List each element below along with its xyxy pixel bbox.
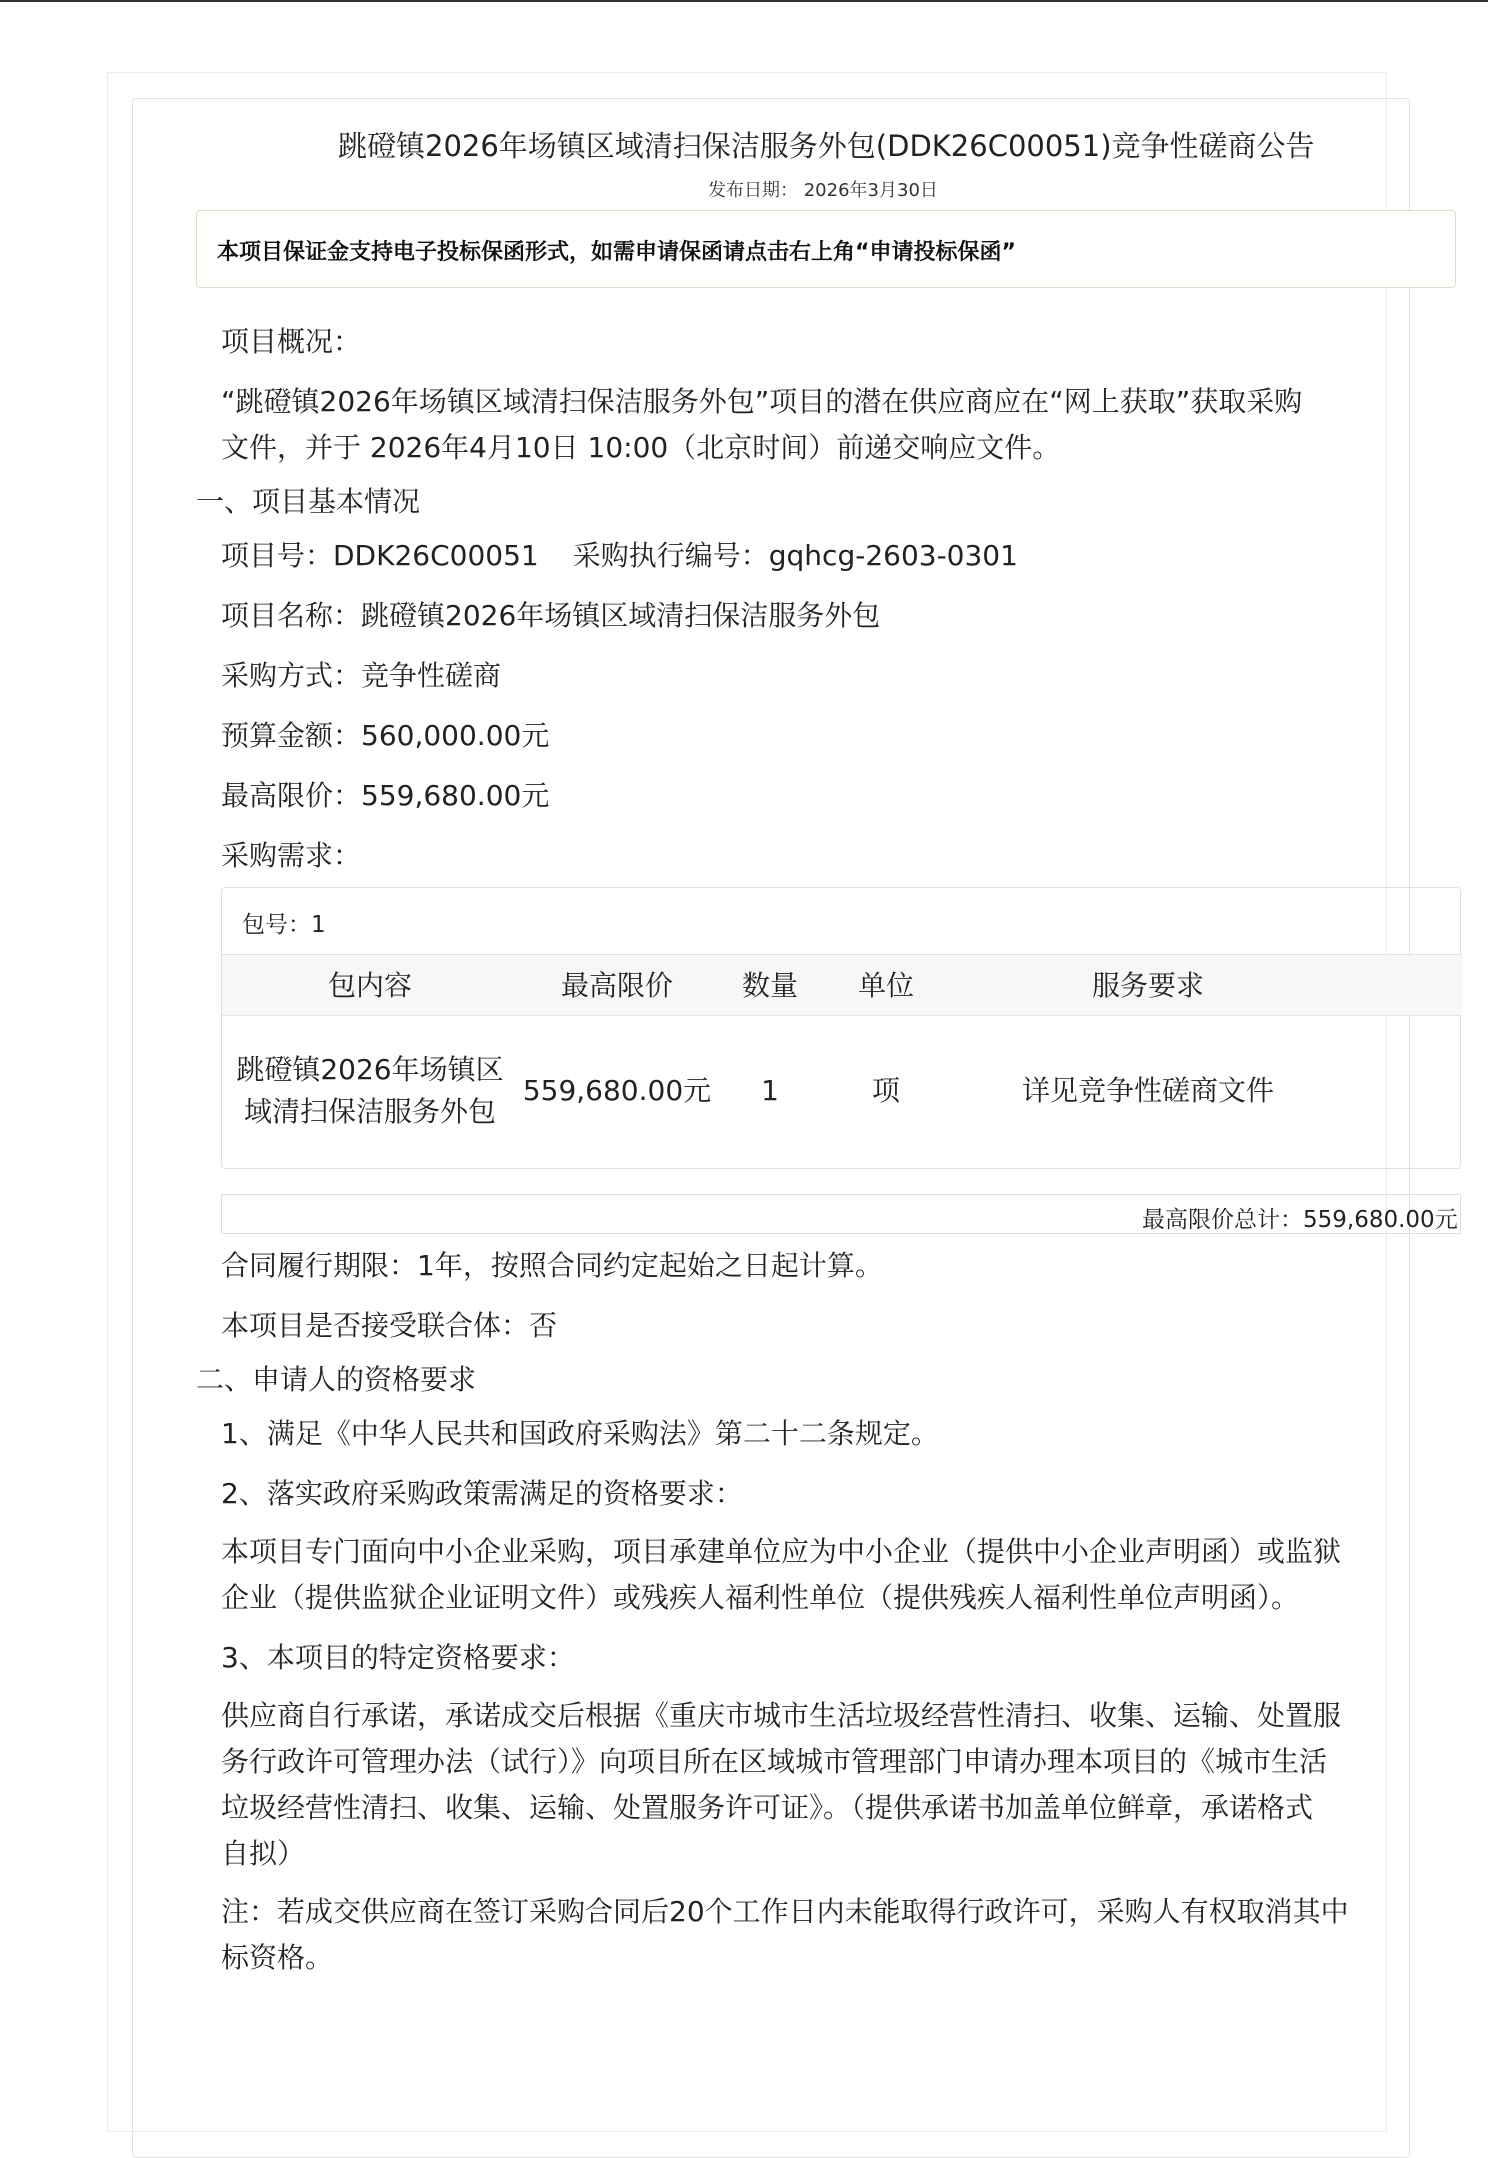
publish-date-line — [708, 176, 938, 202]
total-box — [221, 1194, 1461, 1234]
header-unit: 单位 — [857, 969, 914, 1002]
note-line-1: 注：若成交供应商在签订采购合同后20个工作日内未能取得行政许可，采购人有权取消其中 — [221, 1895, 1349, 1928]
procurement-method: 采购方式：竞争性磋商 — [221, 659, 502, 692]
package-table-header — [222, 954, 1462, 1016]
qualification-item-3-text-2: 务行政许可管理办法（试行）》向项目所在区域城市管理部门申请办理本项目的《城市生活 — [221, 1745, 1328, 1778]
qualification-item-1: 1、满足《中华人民共和国政府采购法》第二十二条规定。 — [221, 1417, 939, 1450]
cell-price — [518, 1016, 716, 1166]
cell-quantity — [716, 1016, 824, 1166]
header-quantity: 数量 — [741, 969, 798, 1002]
overview-heading: 项目概况： — [221, 325, 362, 358]
bond-notice-text: 本项目保证金支持电子投标保函形式，如需申请保函请点击右上角“申请投标保函” — [217, 240, 1016, 265]
section2-heading: 二、申请人的资格要求 — [196, 1363, 477, 1396]
project-number-text: 项目号：DDK26C00051 — [221, 539, 539, 572]
page-title: 跳磴镇2026年场镇区域清扫保洁服务外包(DDK26C00051)竞争性磋商公告 — [338, 129, 1315, 163]
execution-number-text: 采购执行编号：gqhcg-2603-0301 — [572, 539, 1018, 572]
header-service: 服务要求 — [1091, 969, 1204, 1002]
qualification-item-3-text-1: 供应商自行承诺，承诺成交后根据《重庆市城市生活垃圾经营性清扫、收集、运输、处置服 — [221, 1699, 1342, 1732]
requirement-heading: 采购需求： — [221, 839, 362, 872]
overview-line-1: “跳磴镇2026年场镇区域清扫保洁服务外包”项目的潜在供应商应在“网上获取”获取采购 — [221, 385, 1303, 418]
header-max-price: 最高限价 — [560, 969, 673, 1002]
qualification-item-2-text-1: 本项目专门面向中小企业采购，项目承建单位应为中小企业（提供中小企业声明函）或监狱 — [221, 1535, 1342, 1568]
header-content: 包内容 — [327, 969, 412, 1002]
cell-price-text: 559,680.00元 — [522, 1074, 712, 1107]
qualification-item-3-text-4: 自拟） — [221, 1837, 306, 1870]
project-name: 项目名称：跳磴镇2026年场镇区域清扫保洁服务外包 — [221, 599, 881, 632]
cell-quantity-text: 1 — [761, 1074, 779, 1107]
bond-notice-box — [196, 210, 1456, 288]
publish-date-label: 发布日期： — [708, 180, 798, 201]
qualification-item-3: 3、本项目的特定资格要求： — [221, 1641, 575, 1674]
package-table — [221, 887, 1461, 1169]
cell-unit — [824, 1016, 948, 1166]
publish-date: 2026年3月30日 — [803, 180, 938, 201]
project-number — [221, 534, 1018, 574]
overview-line-2: 文件，并于 2026年4月10日 10:00（北京时间）前递交响应文件。 — [221, 431, 1061, 464]
contract-term: 合同履行期限：1年，按照合同约定起始之日起计算。 — [221, 1249, 883, 1282]
cell-content — [230, 1016, 510, 1166]
total-price: 最高限价总计：559,680.00元 — [1142, 1207, 1458, 1233]
section1-heading: 一、项目基本情况 — [196, 485, 421, 518]
qualification-item-2: 2、落实政府采购政策需满足的资格要求： — [221, 1477, 743, 1510]
package-label: 包号：1 — [242, 912, 326, 938]
cell-service — [948, 1016, 1348, 1166]
note-line-2: 标资格。 — [221, 1941, 334, 1974]
consortium: 本项目是否接受联合体：否 — [221, 1309, 558, 1342]
qualification-item-3-text-3: 垃圾经营性清扫、收集、运输、处置服务许可证》。（提供承诺书加盖单位鲜章，承诺格式 — [221, 1791, 1314, 1824]
cell-service-text: 详见竞争性磋商文件 — [1021, 1074, 1274, 1107]
qualification-item-2-text-2: 企业（提供监狱企业证明文件）或残疾人福利性单位（提供残疾人福利性单位声明函）。 — [221, 1581, 1300, 1614]
budget-amount: 预算金额：560,000.00元 — [221, 719, 550, 752]
cell-unit-text: 项 — [871, 1074, 900, 1107]
cell-content-text: 跳磴镇2026年场镇区域清扫保洁服务外包 — [236, 1053, 504, 1128]
max-price: 最高限价：559,680.00元 — [221, 779, 550, 812]
